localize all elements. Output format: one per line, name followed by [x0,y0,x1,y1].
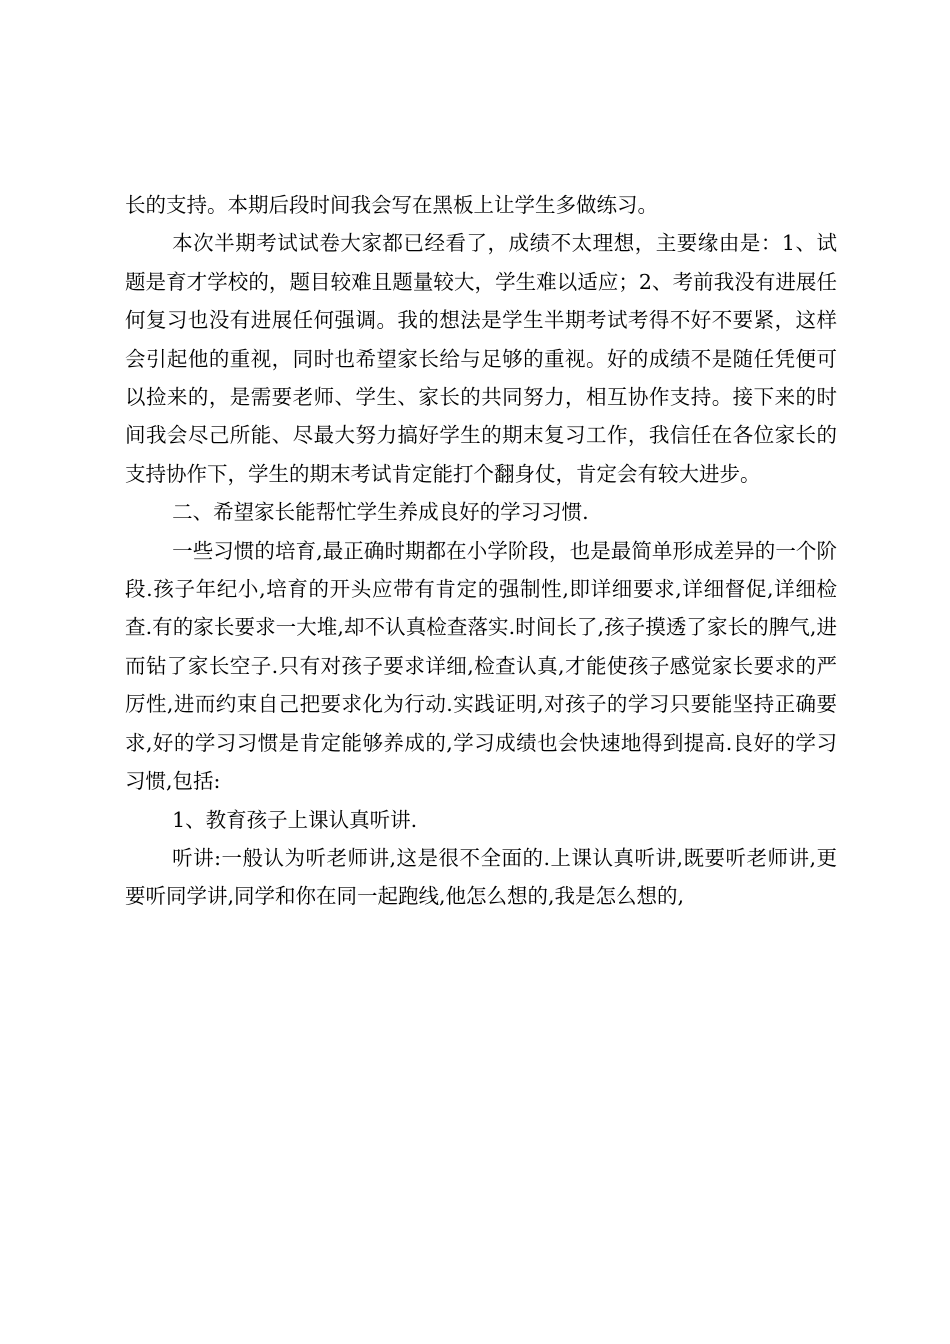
paragraph-habit-cultivation: 一些习惯的培育,最正确时期都在小学阶段，也是最简单形成差异的一个阶段.孩子年纪小,培育的开头应带有肯定的强制性,即详细要求,详细督促,详细检查.有的家长要求一大堆,却不认真检查落实.时间长了,孩子摸透了家长的脾气,进而钻了家长空子.只有对孩子要求详细,检查认真,才能使孩子感觉家长要求的严厉性,进而约束自己把要求化为行动.实践证明,对孩子的学习只要能坚持正确要求,好的学习习惯是肯定能够养成的,学习成绩也会快速地得到提高.良好的学习习惯,包括: [125,538,837,794]
paragraph-listening: 听讲:一般认为听老师讲,这是很不全面的.上课认真听讲,既要听老师讲,更要听同学讲,同学和你在同一起跑线,他怎么想的,我是怎么想的, [125,845,837,909]
document-body [125,186,837,916]
section-heading-study-habits: 二、希望家长能帮忙学生养成良好的学习习惯. [172,500,589,525]
paragraph-exam-results: 本次半期考试试卷大家都已经看了，成绩不太理想，主要缘由是：1、试题是育才学校的，题目较难且题量较大，学生难以适应；2、考前我没有进展任何复习也没有进展任何强调。我的想法是学生半期考试考得不好不要紧，这样会引起他的重视，同时也希望家长给与足够的重视。好的成绩不是随任凭便可以捡来的，是需要老师、学生、家长的共同努力，相互协作支持。接下来的时间我会尽己所能、尽最大努力搞好学生的期末复习工作，我信任在各位家长的支持协作下，学生的期末考试肯定能打个翻身仗，肯定会有较大进步。 [125,231,837,486]
paragraph-continuation: 长的支持。本期后段时间我会写在黑板上让学生多做练习。 [125,193,658,217]
subheading-listen-carefully: 1、教育孩子上课认真听讲. [172,807,418,832]
